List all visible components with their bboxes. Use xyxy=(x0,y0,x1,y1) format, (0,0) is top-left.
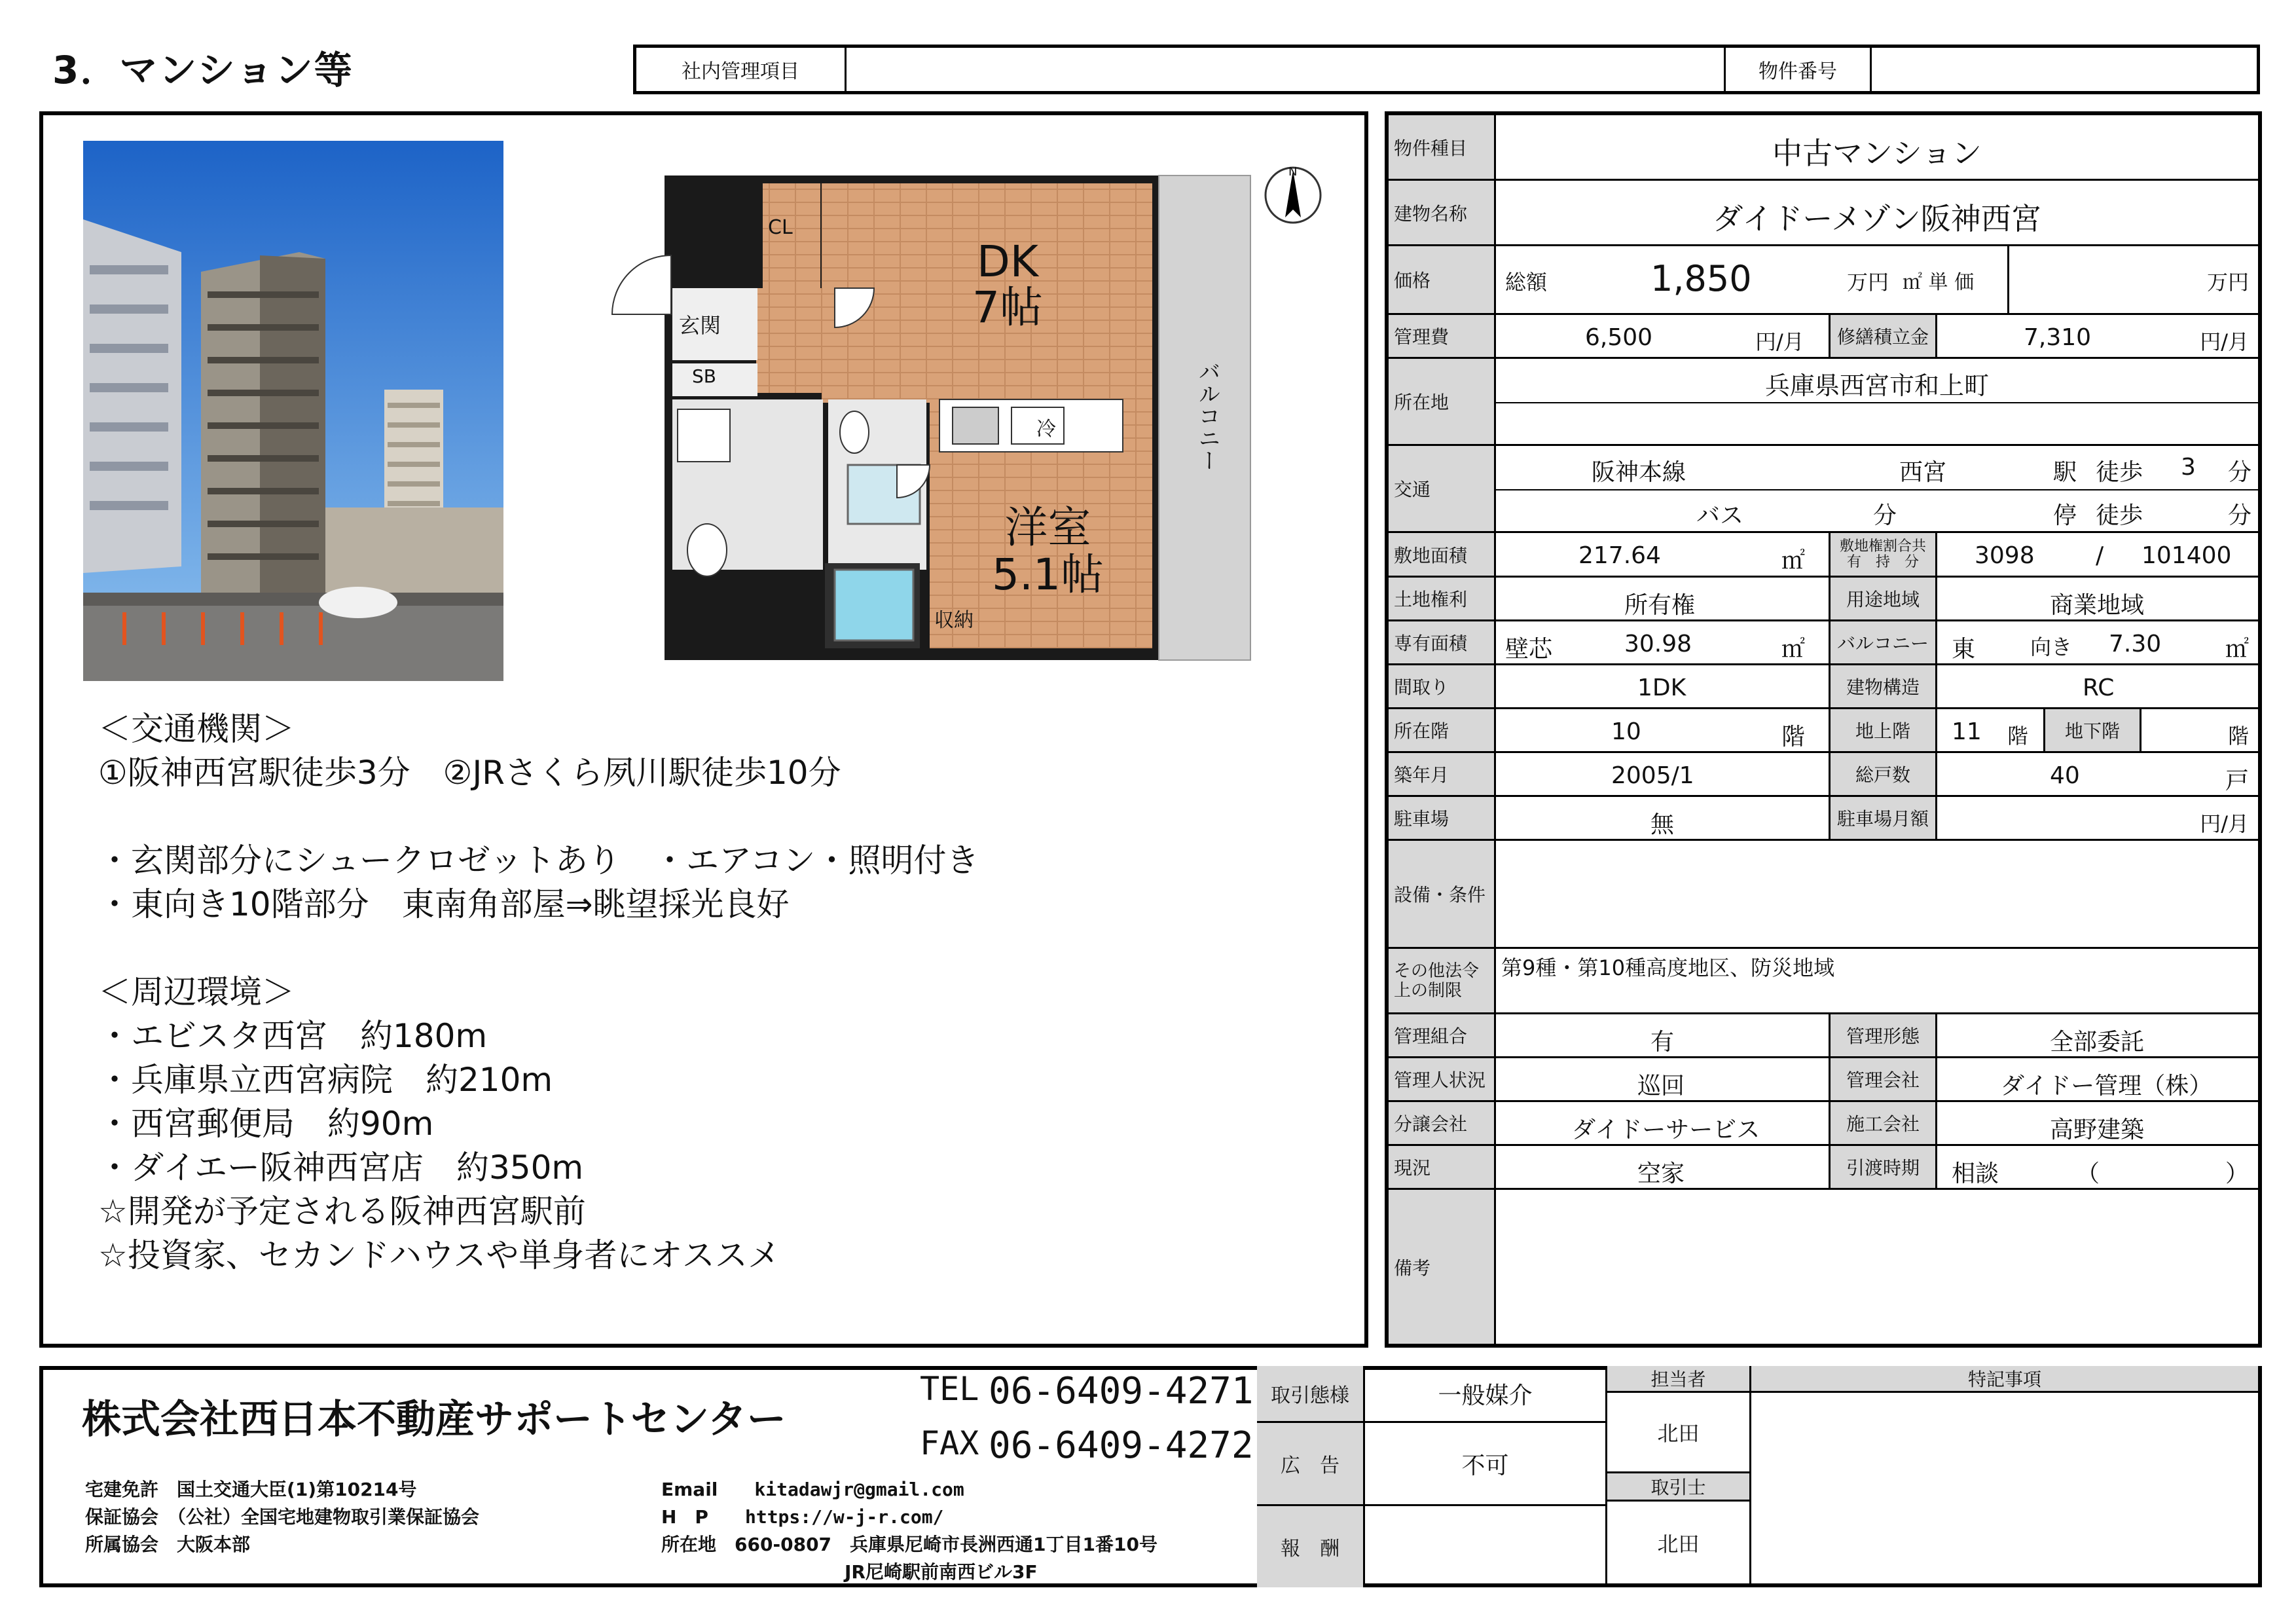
station-value: 西宮 xyxy=(1899,459,1947,486)
row-floor xyxy=(1389,709,2258,753)
special-notes xyxy=(1751,1366,2262,1587)
price-value: 1,850 xyxy=(1650,258,1752,299)
type-label: 物件種目 xyxy=(1389,115,1496,179)
mgmt-company-value: ダイドー管理（株） xyxy=(2001,1073,2213,1099)
land-right-label: 土地権利 xyxy=(1389,578,1496,619)
mgmt-fee-value: 6,500 xyxy=(1585,324,1653,351)
status-value: 空家 xyxy=(1637,1160,1685,1187)
north-icon: N xyxy=(1288,165,1298,179)
parking-value: 無 xyxy=(1650,811,1675,838)
bus-label: バス xyxy=(1696,502,1744,529)
note-line: ＜周辺環境＞ xyxy=(98,973,295,1011)
contact-block: Email kitadawjr@gmail.com H P https://w-j-r.com/ 所在地 660-0807 兵庫県尼崎市長洲西通1丁目1番10号 JR尼崎駅前南西ビル3F xyxy=(661,1479,1157,1583)
name-label: 建物名称 xyxy=(1389,181,1496,244)
line-value: 阪神本線 xyxy=(1592,459,1686,486)
building-photo xyxy=(83,141,503,681)
fun-label: 分 xyxy=(2227,459,2251,486)
staff-value: 北田 xyxy=(1607,1393,1749,1473)
access-label: 交通 xyxy=(1389,446,1496,531)
note-line: ・兵庫県立西宮病院 約210m xyxy=(98,1061,553,1099)
floor-value: 10 xyxy=(1611,718,1641,745)
above-kai-label: 階 xyxy=(2007,724,2029,748)
row-price xyxy=(1389,246,2258,315)
eki-label: 駅 xyxy=(2053,459,2077,486)
note-line: ・ダイエー阪神西宮店 約350m xyxy=(98,1149,584,1187)
parking-label: 駐車場 xyxy=(1389,797,1496,839)
email-link[interactable]: kitadawjr@gmail.com xyxy=(754,1479,964,1500)
row-other xyxy=(1389,949,2258,1014)
row-site-area xyxy=(1389,533,2258,578)
notes-text xyxy=(98,707,979,1278)
row-access xyxy=(1389,446,2258,533)
manager-value: 巡回 xyxy=(1637,1073,1685,1099)
fee-value xyxy=(1365,1506,1605,1587)
shoebox-label: SB xyxy=(692,365,716,387)
structure-label: 建物構造 xyxy=(1829,665,1937,707)
row-seller xyxy=(1389,1102,2258,1146)
row-manager xyxy=(1389,1058,2258,1102)
note-line: ・東向き10階部分 東南角部屋⇒眺望採光良好 xyxy=(98,885,790,923)
fun2-label: 分 xyxy=(2227,502,2251,529)
balcony-area-label: バルコニー xyxy=(1829,621,1937,663)
row-floor-area xyxy=(1389,621,2258,665)
note-line: ・西宮郵便局 約90m xyxy=(98,1105,434,1143)
sqm-label-3: ㎡ xyxy=(2225,636,2249,663)
assoc-label: 管理組合 xyxy=(1389,1014,1496,1056)
floor-label: 所在階 xyxy=(1389,709,1496,751)
parking-fee-unit: 円/月 xyxy=(2200,811,2249,836)
walk2-label: 徒歩 xyxy=(2096,502,2143,529)
type-value: 中古マンション xyxy=(1772,136,1982,171)
parking-fee-label: 駐車場月額 xyxy=(1829,797,1937,839)
seller-label: 分譲会社 xyxy=(1389,1102,1496,1144)
share-label: 敷地権割合共 有 持 分 xyxy=(1829,533,1937,576)
manager-label: 管理人状況 xyxy=(1389,1058,1496,1100)
note-line: ・エビスタ西宮 約180m xyxy=(98,1017,488,1055)
below-kai-label: 階 xyxy=(2227,724,2249,748)
license-block: 宅建免許 国土交通大臣(1)第10214号 保証協会 （公社）全国宅地建物取引業保証協会 所属協会 大阪本部 xyxy=(85,1479,480,1555)
layout-value: 1DK xyxy=(1637,674,1686,701)
row-equipment xyxy=(1389,841,2258,949)
note-line: ☆投資家、セカンドハウスや単身者にオススメ xyxy=(98,1236,780,1274)
floor-plan xyxy=(599,164,1326,661)
assoc-value: 有 xyxy=(1650,1029,1675,1056)
fax-number: 06-6409-4272 xyxy=(989,1424,1254,1467)
floor-area-label: 専有面積 xyxy=(1389,621,1496,663)
fax-label: FAX xyxy=(920,1424,979,1462)
built-value: 2005/1 xyxy=(1611,762,1694,789)
row-status xyxy=(1389,1146,2258,1190)
property-no-label: 物件番号 xyxy=(1726,48,1872,91)
address-label: 所在地 xyxy=(1389,359,1496,444)
per-month-label-2: 円/月 xyxy=(2200,329,2249,354)
bus-fun-label: 分 xyxy=(1873,502,1897,529)
row-built xyxy=(1389,753,2258,797)
below-label: 地下階 xyxy=(2043,709,2141,751)
deal-value: 一般媒介 xyxy=(1365,1366,1605,1423)
unit-price-label: ㎡ 単 価 xyxy=(1903,271,1975,294)
sqm-label-2: ㎡ xyxy=(1781,636,1806,663)
unit-yen-label: 万円 xyxy=(2206,270,2249,295)
share-slash: / xyxy=(2096,542,2104,569)
share-numerator: 3098 xyxy=(1975,542,2035,569)
row-fees xyxy=(1389,315,2258,359)
spec-table xyxy=(1385,111,2262,1348)
row-remarks xyxy=(1389,1190,2258,1344)
paren-open: （ xyxy=(2076,1160,2100,1187)
zoning-value: 商業地域 xyxy=(2050,592,2145,619)
builder-value: 高野建築 xyxy=(2050,1116,2145,1143)
balcony-direction: 東 xyxy=(1952,636,1976,663)
zoning-label: 用途地域 xyxy=(1829,578,1937,619)
row-parking xyxy=(1389,797,2258,841)
closet-label: CL xyxy=(768,216,793,239)
repair-label: 修繕積立金 xyxy=(1829,315,1937,357)
deal-labels: 取引態様 広 告 報 酬 xyxy=(1257,1366,1365,1587)
note-line: ・玄関部分にシュークロゼットあり ・エアコン・照明付き xyxy=(98,841,979,879)
remarks-label: 備考 xyxy=(1389,1190,1496,1344)
builder-label: 施工会社 xyxy=(1829,1102,1937,1144)
mgmt-company-label: 管理会社 xyxy=(1829,1058,1937,1100)
mgmt-fee-label: 管理費 xyxy=(1389,315,1496,357)
structure-value: RC xyxy=(2083,674,2115,701)
paren-close: ） xyxy=(2225,1160,2249,1187)
management-bar xyxy=(633,45,2260,94)
status-label: 現況 xyxy=(1389,1146,1496,1188)
special-notes-label: 特記事項 xyxy=(1751,1366,2258,1393)
property-no-field[interactable] xyxy=(1872,48,2257,91)
mgmt-label: 社内管理項目 xyxy=(636,48,847,91)
tei-label: 停 xyxy=(2053,502,2077,529)
handover-value: 相談 xyxy=(1952,1160,1999,1187)
handover-label: 引渡時期 xyxy=(1829,1146,1937,1188)
row-assoc xyxy=(1389,1014,2258,1058)
seller-value: ダイドーサービス xyxy=(1572,1116,1760,1143)
share-denominator: 101400 xyxy=(2141,542,2232,569)
ad-value: 不可 xyxy=(1365,1423,1605,1506)
walk-label: 徒歩 xyxy=(2096,459,2143,486)
equipment-label: 設備・条件 xyxy=(1389,841,1496,947)
note-line: ☆開発が予定される阪神西宮駅前 xyxy=(98,1192,586,1230)
mgmt-form-label: 管理形態 xyxy=(1829,1014,1937,1056)
sqm-label: ㎡ xyxy=(1781,547,1806,574)
entrance-label: 玄関 xyxy=(679,313,721,338)
dk-room-label: DK 7帖 xyxy=(972,236,1043,333)
other-label: その他法令 上の制限 xyxy=(1389,949,1496,1012)
layout-label: 間取り xyxy=(1389,665,1496,707)
floor-area-value: 30.98 xyxy=(1624,631,1692,657)
other-value: 第9種・第10種高度地区、防災地域 xyxy=(1501,955,1835,980)
row-type xyxy=(1389,115,2258,181)
tel-number[interactable]: 06-6409-4271 xyxy=(989,1370,1254,1412)
to-label: 戸 xyxy=(2225,767,2249,794)
storage-label: 収納 xyxy=(934,609,974,632)
kabeshin-label: 壁芯 xyxy=(1505,636,1553,663)
site-area-label: 敷地面積 xyxy=(1389,533,1496,576)
note-line: ＜交通機関＞ xyxy=(98,710,295,748)
site-area-value: 217.64 xyxy=(1578,542,1661,569)
above-label: 地上階 xyxy=(1829,709,1937,751)
note-line xyxy=(98,927,979,970)
land-right-value: 所有権 xyxy=(1624,592,1696,619)
row-address xyxy=(1389,359,2258,446)
staff-column: 担当者 北田 取引士 北田 xyxy=(1607,1366,1751,1587)
fridge-label: 冷 xyxy=(1036,418,1056,441)
row-land xyxy=(1389,578,2258,621)
mgmt-form-value: 全部委託 xyxy=(2050,1029,2145,1056)
western-room-label: 洋室 5.1帖 xyxy=(992,502,1104,600)
homepage-link[interactable]: https://w-j-r.com/ xyxy=(744,1506,944,1528)
address-value: 兵庫県西宮市和上町 xyxy=(1764,371,1989,400)
note-line: ①阪神西宮駅徒歩3分 ②JRさくら夙川駅徒歩10分 xyxy=(98,754,841,792)
built-label: 築年月 xyxy=(1389,753,1496,795)
man-yen-label: 万円 xyxy=(1847,270,1889,295)
name-value: ダイドーメゾン阪神西宮 xyxy=(1713,201,2041,236)
balcony-label: バルコニー xyxy=(1194,360,1220,471)
units-label: 総戸数 xyxy=(1829,753,1937,795)
above-value: 11 xyxy=(1952,718,1982,745)
total-label: 総額 xyxy=(1505,270,1548,295)
kai-label: 階 xyxy=(1781,724,1806,750)
row-name xyxy=(1389,181,2258,246)
row-layout xyxy=(1389,665,2258,709)
note-line xyxy=(98,795,979,839)
balcony-area-value: 7.30 xyxy=(2109,631,2162,657)
company-name: 株式会社西日本不動産サポートセンター xyxy=(82,1397,786,1443)
price-label: 価格 xyxy=(1389,246,1496,313)
walk-minutes: 3 xyxy=(2181,454,2196,481)
per-month-label: 円/月 xyxy=(1755,329,1804,354)
units-value: 40 xyxy=(2050,762,2080,789)
tel-label: TEL xyxy=(920,1370,979,1408)
repair-value: 7,310 xyxy=(2024,324,2092,351)
page-title: 3．マンション等 xyxy=(52,48,354,92)
muki-label: 向き xyxy=(2030,635,2073,659)
mgmt-value-field[interactable] xyxy=(847,48,1726,91)
deal-values xyxy=(1365,1366,1607,1587)
agent-value: 北田 xyxy=(1657,1531,1700,1557)
